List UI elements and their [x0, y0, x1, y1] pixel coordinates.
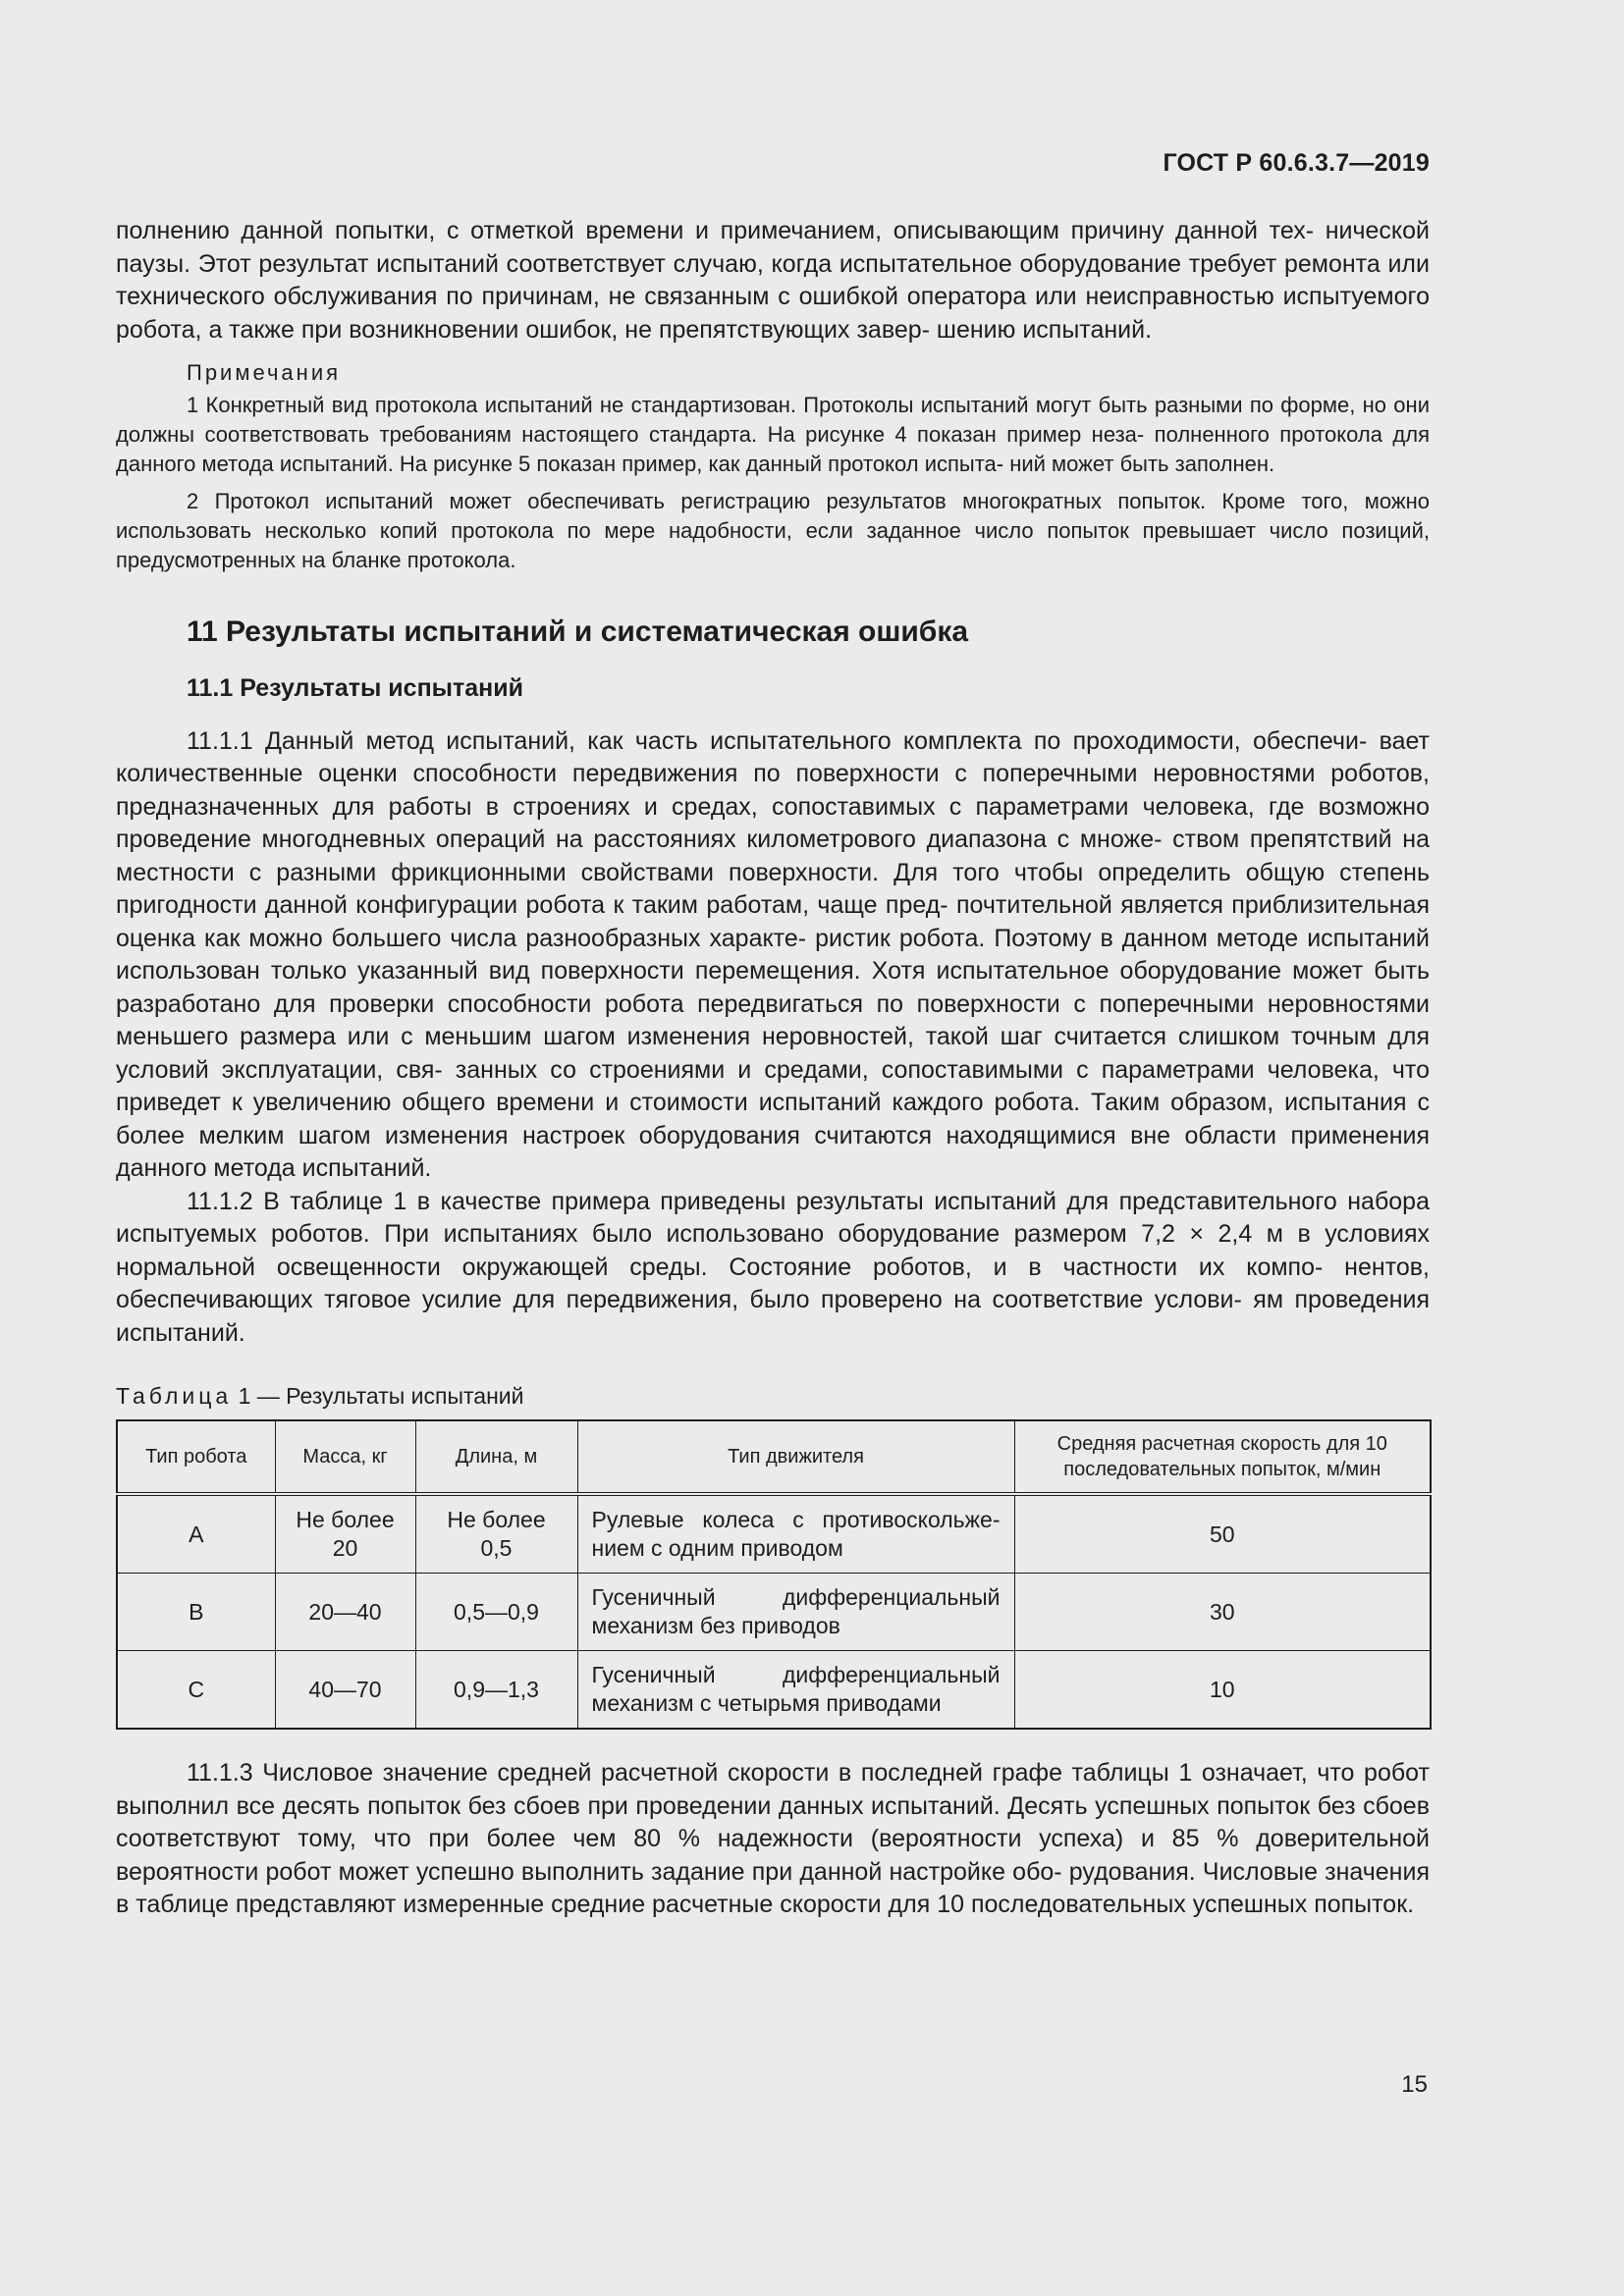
page-content — [116, 215, 1430, 1922]
header-average-speed: Средняя расчетная скорость для 10 последовательных попыток, м/мин — [1014, 1420, 1431, 1494]
section-heading: 11 Результаты испытаний и систематическая ошибка — [187, 615, 969, 648]
results-table — [116, 1419, 1432, 1730]
table-caption-word: Таблица — [116, 1383, 233, 1410]
cell-mass: 40—70 — [275, 1651, 415, 1730]
table-header-row — [117, 1420, 1431, 1494]
table-row — [117, 1651, 1431, 1730]
cell-robot-type: C — [117, 1651, 275, 1730]
table-row — [117, 1494, 1431, 1574]
standard-code: ГОСТ Р 60.6.3.7—2019 — [1163, 149, 1430, 177]
paragraph-11-1-3: 11.1.3 Числовое значение средней расчетной скорости в последней графе таблицы 1 означает, что робот выполнил все десять попыток без сбоев при проведении данных испытаний. Десять успешных попыток без сбоев соответствуют тому, что при более чем 80 % надежности (вероятности успеха) и 85 % доверительной вероятности робот может успешно выполнить задание при данной настройке обо- рудования. Числовые значения в таблице представляют измеренные средние расчетные скорости для 10 последовательных успешных попыток. — [116, 1759, 1430, 1919]
table-caption — [116, 1381, 1430, 1411]
cell-robot-type: B — [117, 1574, 275, 1651]
header-robot-type: Тип робота — [117, 1420, 275, 1494]
note-item-2: 2 Протокол испытаний может обеспечивать регистрацию результатов многократных попыток. Кроме того, можно использовать несколько копий протокола по мере надобности, если заданное число попыток превышает число позиций, предусмотренных на бланке протокола. — [116, 489, 1430, 572]
cell-average-speed: 30 — [1014, 1574, 1431, 1651]
cell-drive-type: Гусеничный дифференциальный механизм с четырьмя приводами — [577, 1651, 1014, 1730]
table-caption-text: 1 — Результаты испытаний — [232, 1383, 524, 1410]
note-item-1: 1 Конкретный вид протокола испытаний не стандартизован. Протоколы испытаний могут быть разными по форме, но они должны соответствовать требованиям настоящего стандарта. На рисунке 4 показан пример неза- полненного протокола для данного метода испытаний. На рисунке 5 показан пример, как данный протокол испыта- ний может быть заполнен. — [116, 393, 1430, 476]
cell-average-speed: 10 — [1014, 1651, 1431, 1730]
header-length: Длина, м — [415, 1420, 577, 1494]
cell-mass: Не более 20 — [275, 1494, 415, 1574]
header-mass: Масса, кг — [275, 1420, 415, 1494]
subsection-heading: 11.1 Результаты испытаний — [187, 674, 524, 703]
cell-mass: 20—40 — [275, 1574, 415, 1651]
cell-length: Не более 0,5 — [415, 1494, 577, 1574]
paragraph-11-1-1: 11.1.1 Данный метод испытаний, как часть испытательного комплекта по проходимости, обеспечи- вает количественные оценки способности передвижения по поверхности с поперечными неровностями роботов, предназначенных для работы в строениях и средах, сопоставимых с параметрами человека, где возможно проведение многодневных операций на расстояниях километрового диапазона с множе- ством препятствий на местности с разными фрикционными свойствами поверхности. Для того чтобы определить общую степень пригодности данной конфигурации робота к таким работам, чаще пред- почтительной является приблизительная оценка как можно большего числа разнообразных характе- ристик робота. Поэтому в данном методе испытаний использован только указанный вид поверхности перемещения. Хотя испытательное оборудование может быть разработано для проверки способности робота передвигаться по поверхности с поперечными неровностями меньшего размера или с меньшим шагом изменения неровностей, такой шаг считается слишком точным для условий эксплуатации, свя- занных со строениями и средами, сопоставимыми с параметрами человека, что приведет к увеличению общего времени и стоимости испытаний каждого робота. Таким образом, испытания с более мелким шагом изменения настроек оборудования считаются находящимися вне области применения данного метода испытаний. — [116, 726, 1430, 1183]
notes-label: Примечания — [187, 360, 342, 385]
cell-average-speed: 50 — [1014, 1494, 1431, 1574]
cell-length: 0,9—1,3 — [415, 1651, 577, 1730]
header-drive-type: Тип движителя — [577, 1420, 1014, 1494]
paragraph-11-1-2: 11.1.2 В таблице 1 в качестве примера приведены результаты испытаний для представительного набора испытуемых роботов. При испытаниях было использовано оборудование размером 7,2 × 2,4 м в условиях нормальной освещенности окружающей среды. Состояние роботов, и в частности их компо- нентов, обеспечивающих тяговое усилие для передвижения, было проверено на соответствие услови- ям проведения испытаний. — [116, 1187, 1430, 1347]
cell-length: 0,5—0,9 — [415, 1574, 577, 1651]
page-number: 15 — [1401, 2071, 1428, 2098]
cell-drive-type: Гусеничный дифференциальный механизм без приводов — [577, 1574, 1014, 1651]
table-row — [117, 1574, 1431, 1651]
intro-paragraph: полнению данной попытки, с отметкой времени и примечанием, описывающим причину данной тех- нической паузы. Этот результат испытаний соответствует случаю, когда испытательное оборудование требует ремонта или технического обслуживания по причинам, не связанным с ошибкой оператора или неисправностью испытуемого робота, а также при возникновении ошибок, не препятствующих завер- шению испытаний. — [116, 217, 1430, 344]
cell-drive-type: Рулевые колеса с противоскольже- нием с одним приводом — [577, 1494, 1014, 1574]
cell-robot-type: A — [117, 1494, 275, 1574]
